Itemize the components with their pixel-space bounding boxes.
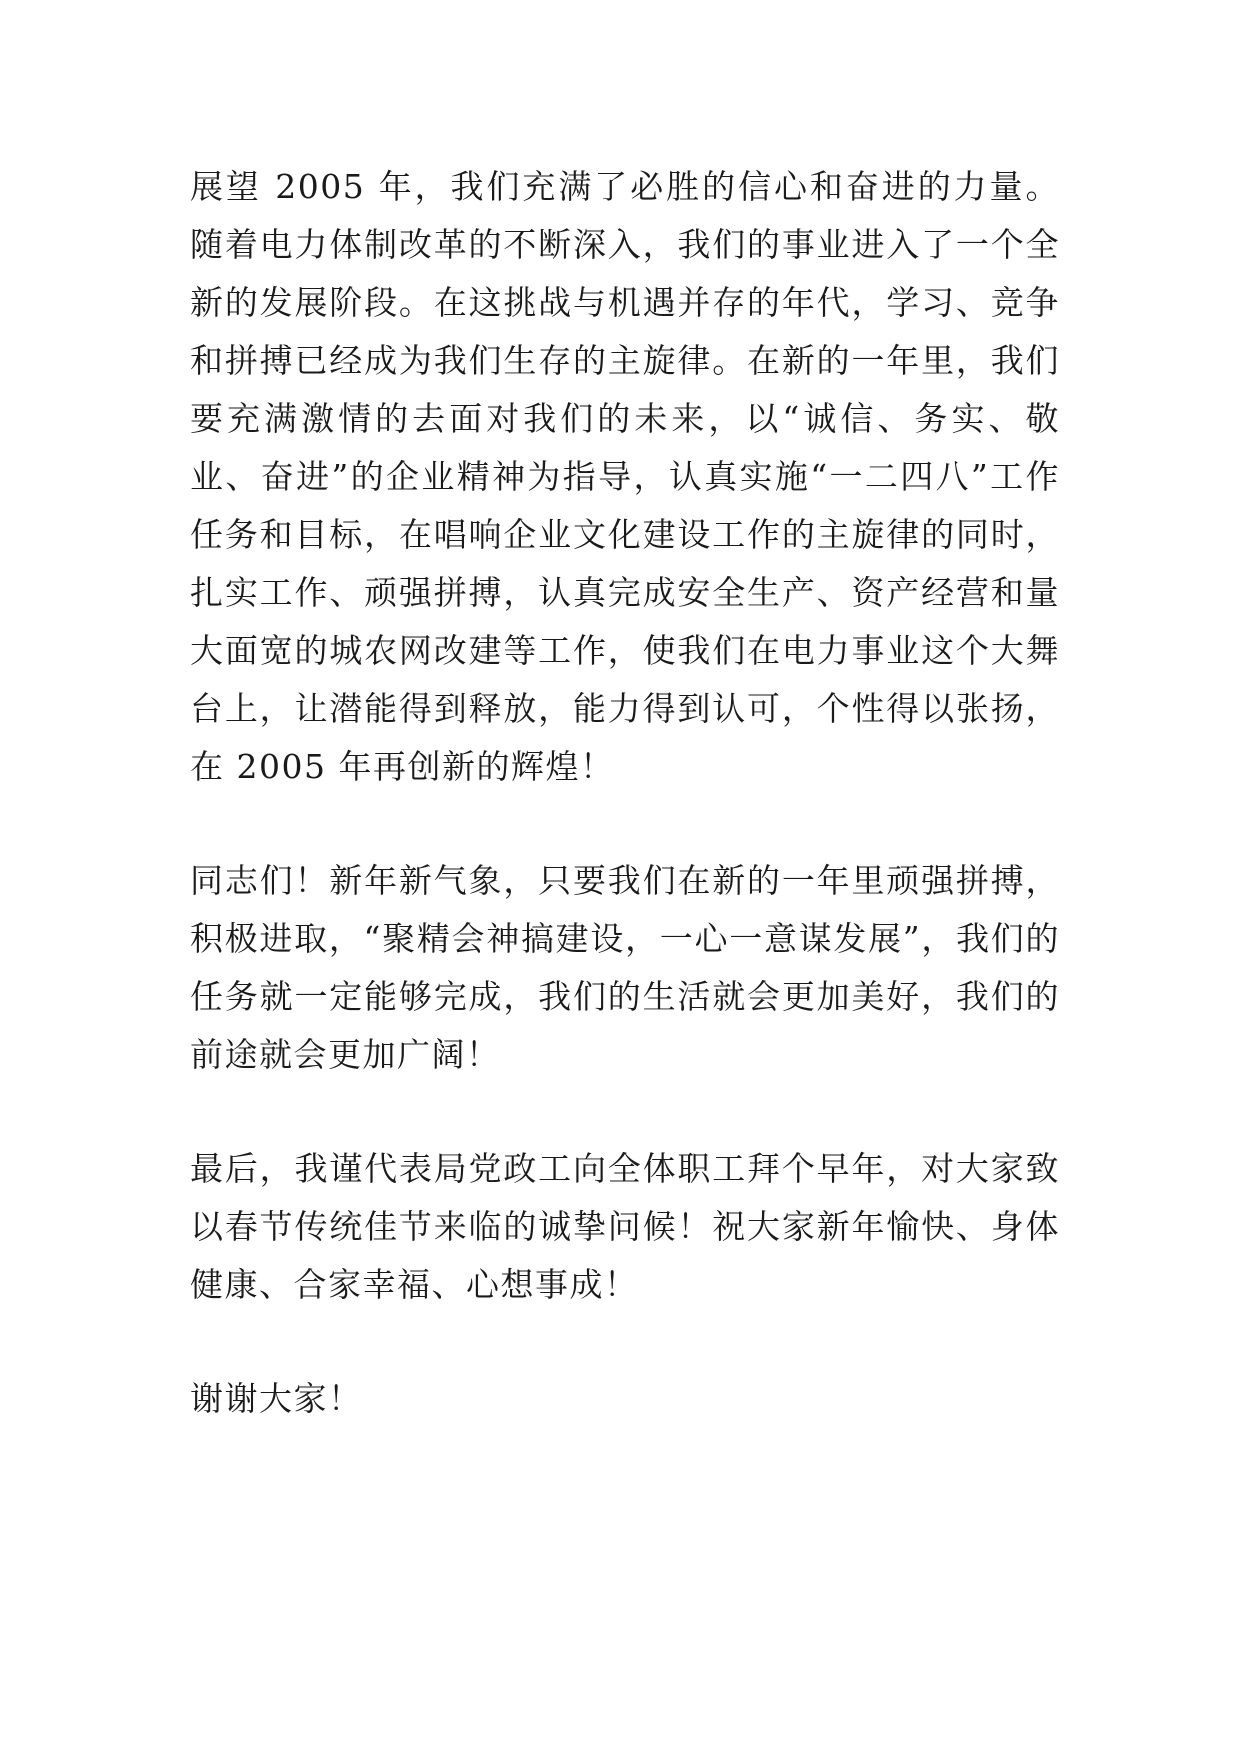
paragraph-outlook-2005: 展望 2005 年，我们充满了必胜的信心和奋进的力量。随着电力体制改革的不断深入，我们的事业进入了一个全新的发展阶段。在这挑战与机遇并存的年代，学习、竞争和拼搏已经成为我们生存的主旋律。在新的一年里，我们要充满激情的去面对我们的未来，以“诚信、务实、敬业、奋进”的企业精神为指导，认真实施“一二四八”工作任务和目标，在唱响企业文化建设工作的主旋律的同时，扎实工作、顽强拼搏，认真完成安全生产、资产经营和量大面宽的城农网改建等工作，使我们在电力事业这个大舞台上，让潜能得到释放，能力得到认可，个性得以张扬，在 2005 年再创新的辉煌！ xyxy=(190,167,1060,786)
paragraph-greetings: 最后，我谨代表局党政工向全体职工拜个早年，对大家致以春节传统佳节来临的诚挚问候！祝大家新年愉快、身体健康、合家幸福、心想事成！ xyxy=(190,1149,1060,1304)
paragraph-comrades: 同志们！新年新气象，只要我们在新的一年里顽强拼搏，积极进取，“聚精会神搞建设，一心一意谋发展”，我们的任务就一定能够完成，我们的生活就会更加美好，我们的前途就会更加广阔！ xyxy=(190,861,1060,1074)
document-body xyxy=(190,158,1060,1428)
paragraph-thanks: 谢谢大家！ xyxy=(190,1379,363,1418)
